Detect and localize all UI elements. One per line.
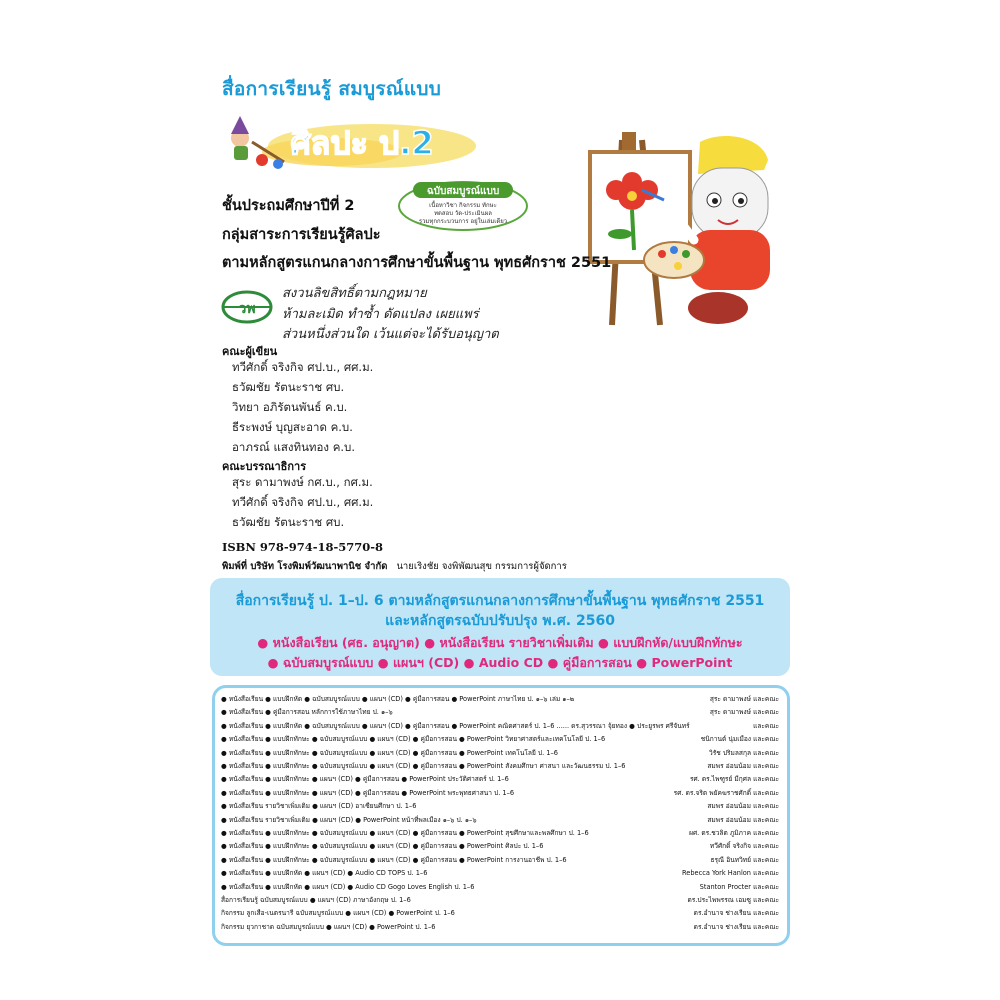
publisher-logo: [221, 290, 273, 324]
isbn: ISBN 978-974-18-5770-8: [222, 540, 384, 554]
catalog-row-author: ผศ. ดร.ชวลิต ภูมิภาค และคณะ: [689, 829, 779, 837]
catalog-row-title: ● หนังสือเรียน ● แบบฝึกหัด ● ฉบับสมบูรณ์แบบ ● แผนฯ (CD) ● คู่มือการสอน ● PowerPoint ภาษาไทย ป. ๑–๖ เล่ม ๑–๒: [221, 695, 575, 703]
catalog-row: [221, 854, 779, 865]
copyright-line: สงวนลิขสิทธิ์ตามกฎหมาย: [282, 286, 427, 301]
catalog-row-title: สื่อการเรียนรู้ ฉบับสมบูรณ์แบบ ● แผนฯ (CD) ภาษาอังกฤษ ป. 1–6: [221, 896, 411, 904]
catalog-row-title: ● หนังสือเรียน ● แบบฝึกทักษะ ● ฉบับสมบูรณ์แบบ ● แผนฯ (CD) ● คู่มือการสอน ● PowerPoint ศิลปะ ป. 1–6: [221, 842, 544, 851]
catalog-row: [221, 733, 779, 744]
catalog-row-author: และคณะ: [753, 721, 779, 730]
copyright-line: ส่วนหนึ่งส่วนใด เว้นแต่จะได้รับอนุญาต: [282, 327, 499, 342]
catalog-row-title: ● หนังสือเรียน ● แบบฝึกทักษะ ● แผนฯ (CD) ● คู่มือการสอน ● PowerPoint พระพุทธศาสนา ป. 1–6: [221, 788, 515, 797]
printer-company: พิมพ์ที่ บริษัท โรงพิมพ์วัฒนาพานิช จำกัด: [222, 561, 388, 572]
catalog-row-title: ● หนังสือเรียน รายวิชาเพิ่มเติม ● แผนฯ (CD) ● PowerPoint หน้าที่พลเมือง ๑–๖ ป. ๑–๖: [221, 815, 477, 824]
author-name: ธวัฒชัย รัตนะราช ศบ.: [232, 380, 345, 394]
svg-text:วพ: วพ: [238, 301, 256, 317]
editor-name: ธวัฒชัย รัตนะราช ศบ.: [232, 515, 345, 529]
series-title: สื่อการเรียนรู้ สมบูรณ์แบบ: [222, 78, 442, 100]
author-name: วิทยา อภิรัตนพันธ์ ค.บ.: [232, 400, 348, 414]
art-title-text: ศิลปะ ป.2: [290, 124, 434, 162]
catalog-row-title: กิจกรรม ยุวกาชาด ฉบับสมบูรณ์แบบ ● แผนฯ (CD) ● PowerPoint ป. 1–6: [221, 922, 436, 931]
catalog-row-author: รศ. ดร.ไพฑูรย์ มีกุศล และคณะ: [689, 775, 779, 784]
catalog-row-author: รศ. ดร.จริต พยัคฆราชศักดิ์ และคณะ: [673, 788, 779, 797]
catalog-row-title: ● หนังสือเรียน ● แบบฝึกทักษะ ● แผนฯ (CD) ● คู่มือการสอน ● PowerPoint ประวัติศาสตร์ ป. 1–6: [221, 775, 509, 784]
curriculum-line: ตามหลักสูตรแกนกลางการศึกษาขั้นพื้นฐาน พุทธศักราช 2551: [222, 255, 612, 271]
catalog-row-title: ● หนังสือเรียน ● แบบฝึกทักษะ ● ฉบับสมบูรณ์แบบ ● แผนฯ (CD) ● คู่มือการสอน ● PowerPoint การงานอาชีพ ป. 1–6: [221, 855, 567, 864]
paintbrush-mascot-illustration: [582, 130, 778, 330]
catalog-row: [221, 881, 779, 892]
catalog-row-author: สมพร อ่อนน้อม และคณะ: [707, 815, 779, 824]
printer-line: [222, 559, 567, 574]
catalog-row-title: ● หนังสือเรียน ● แบบฝึกทักษะ ● ฉบับสมบูรณ์แบบ ● แผนฯ (CD) ● คู่มือการสอน ● PowerPoint สุขศึกษาและพลศึกษา ป. 1–6: [221, 829, 589, 837]
catalog-row-title: ● หนังสือเรียน ● แบบฝึกหัด ● ฉบับสมบูรณ์แบบ ● แผนฯ (CD) ● คู่มือการสอน ● PowerPoint คณิตศาสตร์ ป. 1–6 ...... ดร.สุวรรณา จุ้ยทอง ● ประยูรพร ศรีจันทร์: [221, 721, 690, 730]
catalog-row-author: ดร.อำนาจ ช่างเรียน และคณะ: [693, 909, 779, 918]
catalog-row-author: ดร.อำนาจ ช่างเรียน และคณะ: [693, 922, 779, 931]
catalog-row: [221, 760, 779, 771]
catalog-row: [221, 747, 779, 758]
catalog-row: [221, 867, 779, 878]
catalog-row-author: วิรัช ปริมลสกุล และคณะ: [709, 748, 779, 757]
catalog-row-author: Stanton Procter และคณะ: [699, 882, 779, 891]
catalog-row: [221, 827, 779, 838]
catalog-row-title: ● หนังสือเรียน ● คู่มือการสอน หลักการใช้ภาษาไทย ป. ๑–๖: [221, 708, 393, 717]
catalog-row-author: ชนิกานต์ นุ่มเมือง และคณะ: [700, 735, 779, 744]
catalog-row: [221, 921, 779, 932]
catalog-row-title: ● หนังสือเรียน ● แบบฝึกหัด ● แผนฯ (CD) ● Audio CD Gogo Loves English ป. 1–6: [221, 882, 475, 891]
catalog-row: [221, 693, 779, 704]
grade-level: ชั้นประถมศึกษาปีที่ 2: [222, 198, 355, 214]
catalog-row-title: ● หนังสือเรียน ● แบบฝึกหัด ● แผนฯ (CD) ● Audio CD TOPS ป. 1–6: [221, 869, 428, 878]
catalog-row-author: สมพร อ่อนน้อม และคณะ: [707, 802, 779, 811]
panel-revision-line: และหลักสูตรฉบับปรับปรุง พ.ศ. 2560: [385, 613, 615, 629]
catalog-row-author: สุระ ดามาพงษ์ และคณะ: [709, 708, 779, 717]
catalog-row: [221, 894, 779, 905]
catalog-row: [221, 907, 779, 918]
catalog-row-author: ดร.ประไพพรรณ เอมซู และคณะ: [687, 896, 779, 904]
panel-products-line: ● หนังสือเรียน (ศธ. อนุญาต) ● หนังสือเรียน รายวิชาเพิ่มเติม ● แบบฝึกหัด/แบบฝึกทักษะ: [257, 635, 743, 650]
author-name: อาภรณ์ แสงทินทอง ค.บ.: [232, 440, 355, 454]
catalog-row: [221, 787, 779, 798]
catalog-row-title: ● หนังสือเรียน ● แบบฝึกทักษะ ● ฉบับสมบูรณ์แบบ ● แผนฯ (CD) ● คู่มือการสอน ● PowerPoint วิทยาศาสตร์และเทคโนโลยี ป. 1–6: [221, 735, 606, 744]
complete-edition-badge: [395, 178, 531, 232]
editor-name: ทวีศักดิ์ จริงกิจ ศป.บ., ศศ.ม.: [232, 495, 374, 509]
svg-text:รวมทุกกระบวนการ อยู่ในเล่มเดีย: รวมทุกกระบวนการ อยู่ในเล่มเดียว: [418, 218, 508, 225]
art-title-banner: [212, 112, 482, 174]
catalog-box: [212, 685, 790, 946]
catalog-row-author: ทวีศักดิ์ จริงกิจ และคณะ: [709, 842, 779, 851]
svg-text:ทดสอบ วัด-ประเมินผล: ทดสอบ วัด-ประเมินผล: [434, 210, 492, 217]
catalog-row-title: ● หนังสือเรียน รายวิชาเพิ่มเติม ● แผนฯ (CD) อาเซียนศึกษา ป. 1–6: [221, 802, 417, 811]
catalog-row: [221, 773, 779, 784]
catalog-row-title: ● หนังสือเรียน ● แบบฝึกทักษะ ● ฉบับสมบูรณ์แบบ ● แผนฯ (CD) ● คู่มือการสอน ● PowerPoint สังคมศึกษา ศาสนา และวัฒนธรรม ป. 1–6: [221, 762, 626, 770]
catalog-row-title: ● หนังสือเรียน ● แบบฝึกทักษะ ● ฉบับสมบูรณ์แบบ ● แผนฯ (CD) ● คู่มือการสอน ● PowerPoint เทคโนโลยี ป. 1–6: [221, 748, 558, 757]
author-name: ทวีศักดิ์ จริงกิจ ศป.บ., ศศ.ม.: [232, 360, 374, 374]
author-name: ธีระพงษ์ บุญสะอาด ค.บ.: [232, 420, 353, 434]
svg-text:ฉบับสมบูรณ์แบบ: ฉบับสมบูรณ์แบบ: [426, 186, 500, 197]
printer-director: นายเริงชัย จงพิพัฒนสุข กรรมการผู้จัดการ: [396, 561, 567, 572]
catalog-row: [221, 720, 779, 731]
catalog-row-author: สุระ ดามาพงษ์ และคณะ: [709, 695, 779, 703]
catalog-row: [221, 814, 779, 825]
editors-heading: คณะบรรณาธิการ: [222, 460, 307, 473]
catalog-row-author: ธรุณี อินทวิทย์ และคณะ: [710, 855, 779, 864]
subject-group: กลุ่มสาระการเรียนรู้ศิลปะ: [222, 227, 381, 243]
catalog-row: [221, 706, 779, 717]
catalog-row-author: Rebecca York Hanlon และคณะ: [681, 869, 779, 878]
catalog-row: [221, 840, 779, 851]
editor-name: สุระ ดามาพงษ์ กศ.บ., กศ.ม.: [232, 475, 373, 489]
catalog-row-author: สมพร อ่อนน้อม และคณะ: [707, 762, 779, 770]
catalog-row-title: กิจกรรม ลูกเสือ-เนตรนารี ฉบับสมบูรณ์แบบ ● แผนฯ (CD) ● PowerPoint ป. 1–6: [221, 909, 455, 918]
catalog-row: [221, 800, 779, 811]
panel-products-line: ● ฉบับสมบูรณ์แบบ ● แผนฯ (CD) ● Audio CD ● คู่มือการสอน ● PowerPoint: [267, 655, 733, 670]
copyright-line: ห้ามละเมิด ทำซ้ำ ดัดแปลง เผยแพร่: [282, 307, 479, 322]
authors-heading: คณะผู้เขียน: [222, 345, 278, 358]
panel-curriculum-line: สื่อการเรียนรู้ ป. 1–ป. 6 ตามหลักสูตรแกนกลางการศึกษาขั้นพื้นฐาน พุทธศักราช 2551: [235, 593, 765, 609]
svg-text:เนื้อหาวิชา กิจกรรม ทักษะ: เนื้อหาวิชา กิจกรรม ทักษะ: [429, 202, 497, 209]
